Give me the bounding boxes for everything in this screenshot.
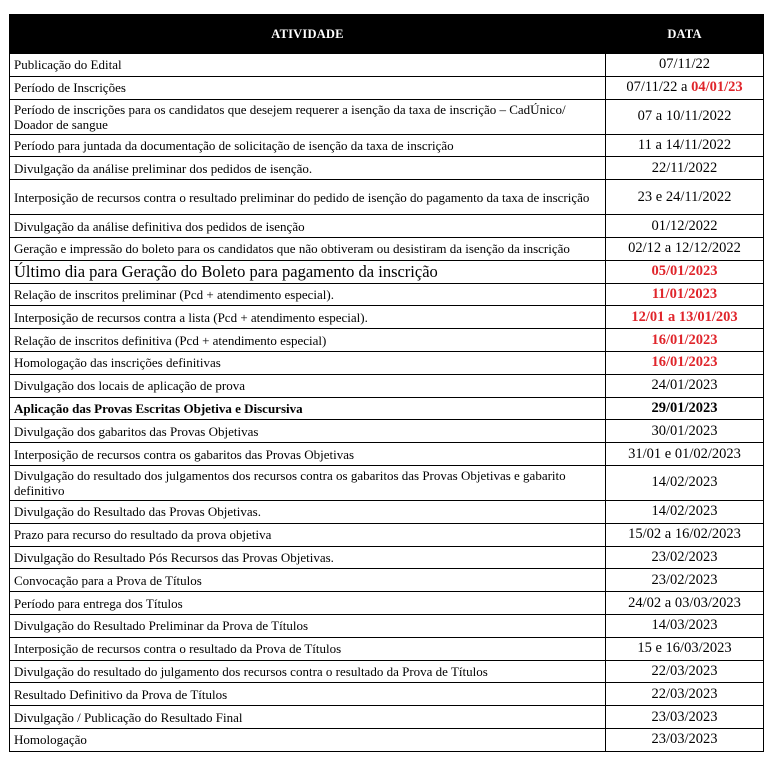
activity-cell: Homologação das inscrições definitivas [10, 351, 606, 374]
activity-cell: Prazo para recurso do resultado da prova objetiva [10, 523, 606, 546]
table-row [10, 157, 764, 180]
date-cell [606, 76, 764, 99]
table-row [10, 637, 764, 660]
activity-cell: Relação de inscritos preliminar (Pcd + atendimento especial). [10, 283, 606, 306]
activity-cell: Interposição de recursos contra os gabaritos das Provas Objetivas [10, 443, 606, 466]
date-cell: 29/01/2023 [606, 397, 764, 420]
date-cell: 12/01 a 13/01/203 [606, 306, 764, 329]
activity-cell: Publicação do Edital [10, 54, 606, 77]
date-cell: 22/03/2023 [606, 660, 764, 683]
table-row [10, 592, 764, 615]
table-row [10, 54, 764, 77]
header-date: DATA [606, 15, 764, 54]
activity-cell: Divulgação da análise definitiva dos pedidos de isenção [10, 215, 606, 238]
activity-cell: Período para entrega dos Títulos [10, 592, 606, 615]
date-cell: 16/01/2023 [606, 351, 764, 374]
date-cell: 15/02 a 16/02/2023 [606, 523, 764, 546]
activity-cell: Divulgação dos locais de aplicação de prova [10, 374, 606, 397]
table-row [10, 397, 764, 420]
table-row [10, 443, 764, 466]
header-activity: ATIVIDADE [10, 15, 606, 54]
table-row [10, 523, 764, 546]
activity-cell: Período de inscrições para os candidatos que desejem requerer a isenção da taxa de inscrição – CadÚnico/ Doador de sangue [10, 99, 606, 134]
table-row [10, 99, 764, 134]
activity-cell: Divulgação do Resultado das Provas Objetivas. [10, 500, 606, 523]
table-row [10, 465, 764, 500]
activity-cell: Divulgação / Publicação do Resultado Final [10, 706, 606, 729]
activity-cell: Convocação para a Prova de Títulos [10, 569, 606, 592]
table-row [10, 569, 764, 592]
activity-cell: Período para juntada da documentação de solicitação de isenção da taxa de inscrição [10, 134, 606, 157]
activity-cell: Interposição de recursos contra a lista (Pcd + atendimento especial). [10, 306, 606, 329]
date-cell: 11 a 14/11/2022 [606, 134, 764, 157]
date-cell: 05/01/2023 [606, 260, 764, 283]
table-header-row [10, 15, 764, 54]
date-cell: 23/02/2023 [606, 569, 764, 592]
table-row [10, 660, 764, 683]
date-cell: 14/03/2023 [606, 614, 764, 637]
date-cell: 23/03/2023 [606, 728, 764, 751]
date-cell: 14/02/2023 [606, 465, 764, 500]
table-row [10, 706, 764, 729]
table-row [10, 283, 764, 306]
activity-cell: Interposição de recursos contra o resultado da Prova de Títulos [10, 637, 606, 660]
table-row [10, 500, 764, 523]
date-cell: 24/01/2023 [606, 374, 764, 397]
table-row [10, 237, 764, 260]
date-cell: 22/11/2022 [606, 157, 764, 180]
table-row [10, 76, 764, 99]
date-highlight: 04/01/23 [691, 79, 743, 96]
table-row [10, 306, 764, 329]
table-row [10, 546, 764, 569]
date-text: 07/11/22 a [626, 79, 692, 96]
table-row [10, 614, 764, 637]
table-row [10, 180, 764, 215]
date-cell: 14/02/2023 [606, 500, 764, 523]
activity-cell: Divulgação do Resultado Pós Recursos das Provas Objetivas. [10, 546, 606, 569]
date-cell: 30/01/2023 [606, 420, 764, 443]
date-cell: 01/12/2022 [606, 215, 764, 238]
table-row [10, 420, 764, 443]
activity-cell: Último dia para Geração do Boleto para pagamento da inscrição [10, 260, 606, 283]
activity-cell: Homologação [10, 728, 606, 751]
date-cell: 31/01 e 01/02/2023 [606, 443, 764, 466]
activity-cell: Divulgação dos gabaritos das Provas Objetivas [10, 420, 606, 443]
activity-cell: Aplicação das Provas Escritas Objetiva e Discursiva [10, 397, 606, 420]
activity-cell: Relação de inscritos definitiva (Pcd + atendimento especial) [10, 329, 606, 352]
table-row [10, 260, 764, 283]
table-row [10, 683, 764, 706]
schedule-table [9, 14, 764, 752]
activity-cell: Divulgação do resultado do julgamento dos recursos contra o resultado da Prova de Títulos [10, 660, 606, 683]
date-cell: 22/03/2023 [606, 683, 764, 706]
table-row [10, 134, 764, 157]
table-body [10, 54, 764, 752]
date-cell: 23 e 24/11/2022 [606, 180, 764, 215]
table-row [10, 728, 764, 751]
date-cell: 11/01/2023 [606, 283, 764, 306]
date-cell: 16/01/2023 [606, 329, 764, 352]
table-row [10, 374, 764, 397]
date-cell: 07 a 10/11/2022 [606, 99, 764, 134]
table-row [10, 215, 764, 238]
date-cell: 02/12 a 12/12/2022 [606, 237, 764, 260]
activity-cell: Divulgação do Resultado Preliminar da Prova de Títulos [10, 614, 606, 637]
date-cell: 23/03/2023 [606, 706, 764, 729]
table-row [10, 329, 764, 352]
date-cell: 24/02 a 03/03/2023 [606, 592, 764, 615]
activity-cell: Interposição de recursos contra o resultado preliminar do pedido de isenção do pagamento da taxa de inscrição [10, 180, 606, 215]
activity-cell: Período de Inscrições [10, 76, 606, 99]
activity-cell: Divulgação da análise preliminar dos pedidos de isenção. [10, 157, 606, 180]
date-cell: 07/11/22 [606, 54, 764, 77]
activity-cell: Geração e impressão do boleto para os candidatos que não obtiveram ou desistiram da isenção da inscrição [10, 237, 606, 260]
date-cell: 23/02/2023 [606, 546, 764, 569]
activity-cell: Resultado Definitivo da Prova de Títulos [10, 683, 606, 706]
date-cell: 15 e 16/03/2023 [606, 637, 764, 660]
activity-cell: Divulgação do resultado dos julgamentos dos recursos contra os gabaritos das Provas Objetivas e gabarito definitivo [10, 465, 606, 500]
table-row [10, 351, 764, 374]
